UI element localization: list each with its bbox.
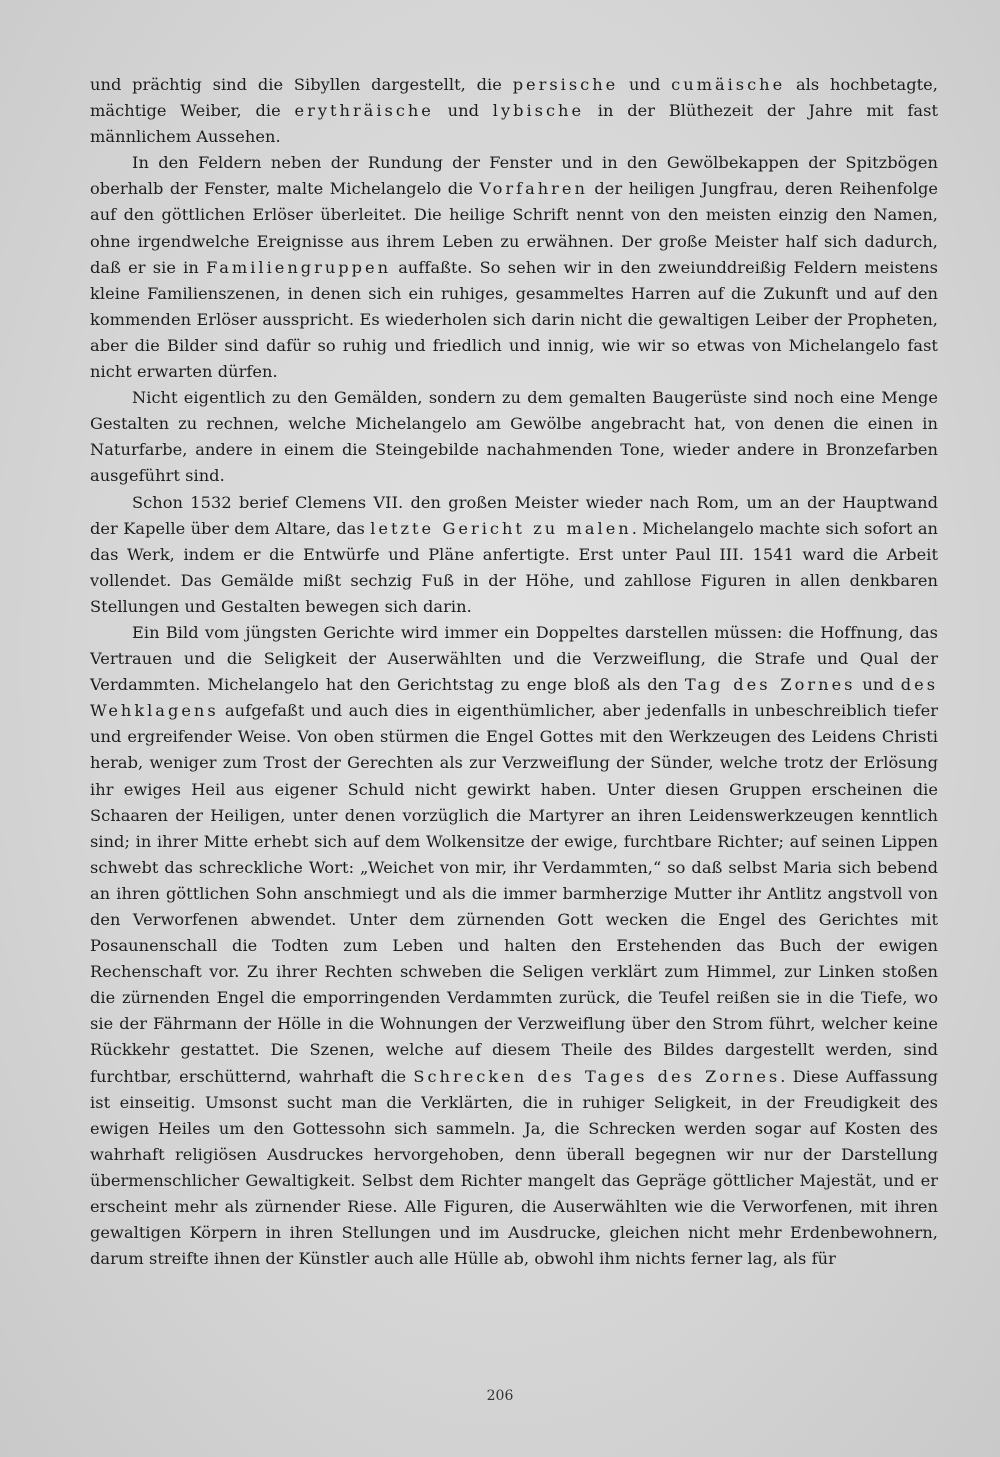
spaced-emphasis-text: Tag des Zornes xyxy=(684,675,856,695)
paragraph xyxy=(90,385,938,489)
paragraph xyxy=(90,490,938,620)
paragraph-text: Schon 1532 berief Clemens VII. den großen Meister wieder nach Rom, um an der Hauptwand der Kapelle über dem Altare, das xyxy=(90,492,938,538)
spaced-emphasis-text: erythräische xyxy=(294,101,434,121)
paragraph-text: als hochbetagte, mächtige Weiber, die xyxy=(90,75,938,121)
paragraph-text: und prächtig sind die Sibyllen dargestellt, die xyxy=(90,75,513,94)
spaced-emphasis-text: lybische xyxy=(492,101,585,121)
spaced-emphasis-text: cumäische xyxy=(671,75,786,94)
paragraph-text: . Diese Auffassung ist einseitig. Umsonst sucht man die Verklärten, die in ruhiger Seligkeit, in der Freudigkeit des ewigen Heiles um den Gottessohn sich sammeln. Ja, die Schrecken werden sogar auf Kosten des wahrhaft religiösen Ausdruckes hervorgehoben, denn überall begegnen wir nur der Darstellung übermenschlicher Gewaltigkeit. Selbst dem Richter mangelt das Gepräge göttlicher Majestät, und er erscheint mehr als zürnender Riese. Alle Figuren, die Auserwählten wie die Verworfenen, mit ihren gewaltigen Körpern in ihren Stellungen und im Ausdrucke, gleichen nicht mehr Erdenbewohnern, darum streifte ihnen der Künstler auch alle Hülle ab, obwohl ihm nichts ferner lag, als für xyxy=(90,1066,938,1269)
paragraph-text: . Michelangelo machte sich sofort an das Werk, indem er die Entwürfe und Pläne anfertigte. Erst unter Paul III. 1541 ward die Arbeit vollendet. Das Gemälde mißt sechzig Fuß in der Höhe, und zahllose Figuren in allen denkbaren Stellungen und Gestalten bewegen sich darin. xyxy=(90,518,938,616)
paragraph-text: Nicht eigentlich zu den Gemälden, sondern zu dem gemalten Baugerüste sind noch eine Menge Gestalten zu rechnen, welche Michelangelo am Gewölbe angebracht hat, von denen die einen in Naturfarbe, andere in einem die Steingebilde nachahmenden Tone, wieder andere in Bronzefarben ausgeführt sind. xyxy=(90,388,938,486)
spaced-emphasis-text: persische xyxy=(512,75,619,94)
spaced-emphasis-text: letzte Gericht zu malen xyxy=(370,518,632,538)
paragraph-text: in der Blüthezeit der Jahre mit fast männlichem Aussehen. xyxy=(90,101,938,147)
paragraph-text: aufgefaßt und auch dies in eigenthümlicher, aber jedenfalls in unbeschreiblich tiefer und ergreifender Weise. Von oben stürmen die Engel Gottes mit den Werkzeugen des Leidens Christi herab, weniger zum Trost der Gerechten als zur Verzweiflung der Sünder, welche trotz der Erlösung ihr ewiges Heil aus eigener Schuld nicht gewirkt haben. Unter diesen Gruppen erscheinen die Schaaren der Heiligen, unter denen vorzüglich die Martyrer an ihren Leidenswerkzeugen kenntlich sind; in ihrer Mitte erhebt sich auf dem Wolkensitze der ewige, furchtbare Richter; auf seinen Lippen schwebt das schreckliche Wort: „Weichet von mir, ihr Verdammten,“ so daß selbst Maria sich bebend an ihren göttlichen Sohn anschmiegt und als die immer barmherzige Mutter ihr Antlitz angstvoll von den Verworfenen abwendet. Unter dem zürnenden Gott wecken die Engel des Gerichtes mit Posaunenschall die Todten zum Leben und halten den Erstehenden das Buch der ewigen Rechenschaft vor. Zu ihrer Rechten schweben die Seligen verklärt zum Himmel, zur Linken stoßen die zürnenden Engel die emporringenden Verdammten zurück, die Teufel reißen sie in die Tiefe, wo sie der Fährmann der Hölle in die Wohnungen der Verzweiflung über den Strom führt, welcher keine Rückkehr gestattet. Die Szenen, welche auf diesem Theile des Bildes dargestellt werden, sind furchtbar, erschütternd, wahrhaft die xyxy=(90,701,938,1086)
paragraph-text: und xyxy=(855,675,901,695)
paragraph xyxy=(90,150,938,385)
spaced-emphasis-text: des Wehklagens xyxy=(90,675,938,721)
spaced-emphasis-text: Schrecken des Tages des Zornes xyxy=(413,1066,781,1086)
paragraph xyxy=(90,72,938,150)
body-text xyxy=(90,72,938,1272)
page-number: 206 xyxy=(486,1388,514,1404)
paragraph-text: auffaßte. So sehen wir in den zweiunddreißig Feldern meistens kleine Familienszenen, in denen sich ein ruhiges, gesammeltes Harren auf die Zukunft und auf den kommenden Erlöser ausspricht. Es wiederholen sich darin nicht die gewaltigen Leiber der Propheten, aber die Bilder sind dafür so ruhig und friedlich und innig, wie wir so etwas von Michelangelo fast nicht erwarten dürfen. xyxy=(90,257,939,382)
spaced-emphasis-text: Familiengruppen xyxy=(206,257,392,277)
paragraph-text: Ein Bild vom jüngsten Gerichte wird immer ein Doppeltes darstellen müssen: die Hoffnung, das Vertrauen und die Seligkeit der Auserwählten und die Verzweiflung, die Strafe und Qual der Verdammten. Michelangelo hat den Gerichtstag zu enge bloß als den xyxy=(90,622,938,695)
paragraph-text: der heiligen Jungfrau, deren Reihenfolge auf den göttlichen Erlöser überleitet. Die heilige Schrift nennt von den meisten einzig den Namen, ohne irgendwelche Ereignisse aus ihrem Leben zu erwähnen. Der große Meister half sich dadurch, daß er sie in xyxy=(90,179,938,277)
paragraph xyxy=(90,620,938,1272)
spaced-emphasis-text: Vorfahren xyxy=(479,179,588,199)
paragraph-text: In den Feldern neben der Rundung der Fenster und in den Gewölbekappen der Spitzbögen oberhalb der Fenster, malte Michelangelo die xyxy=(90,153,938,199)
paragraph-text: und xyxy=(618,75,672,94)
paragraph-text: und xyxy=(433,101,493,121)
